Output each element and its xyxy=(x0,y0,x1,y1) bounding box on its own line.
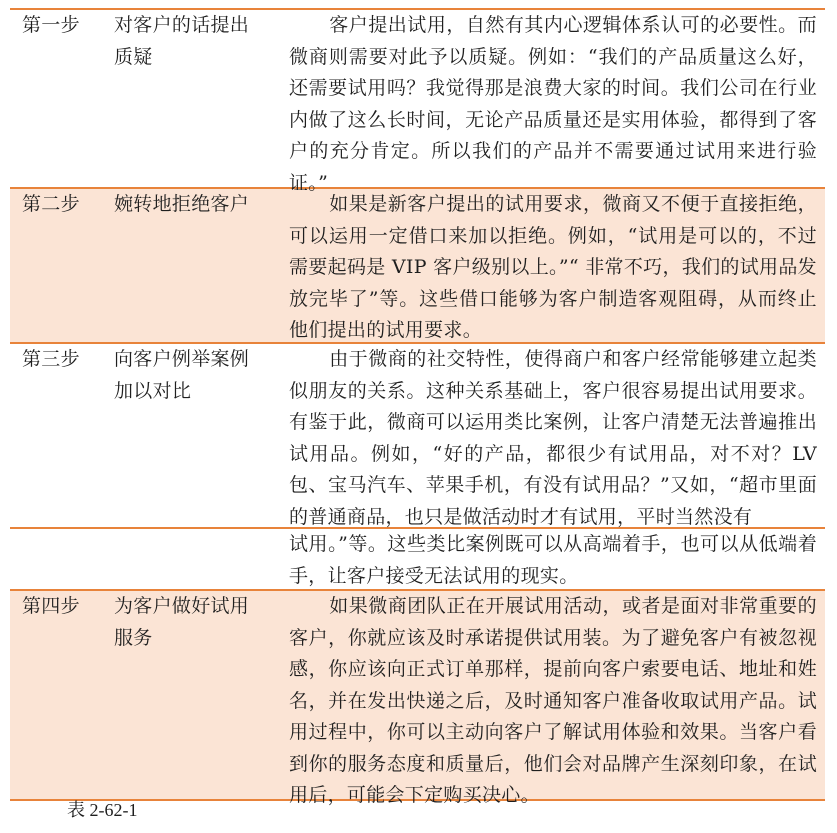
table-row-continuation xyxy=(10,529,825,591)
step-description: 由于微商的社交特性，使得商户和客户经常能够建立起类似朋友的关系。这种关系基础上，客户很容易提出试用要求。有鉴于此，微商可以运用类比案例，让客户清楚无法普遍推出试用品。例如，“好的产品，都很少有试用品，对不对？LV 包、宝马汽车、苹果手机，有没有试用品？”又如，“超市里面的普通商品，也只是做活动时才有试用，平时当然没有 xyxy=(289,348,817,528)
step-action: 为客户做好试用服务 xyxy=(114,595,250,649)
step-label: 第三步 xyxy=(22,348,80,370)
step-description: 客户提出试用，自然有其内心逻辑体系认可的必要性。而微商则需要对此予以质疑。例如：“我们的产品质量这么好，还需要试用吗？我觉得那是浪费大家的时间。我们公司在行业内做了这么长时间，无论产品质量还是实用体验，都得到了客户的充分肯定。所以我们的产品并不需要通过试用来进行验证。” xyxy=(289,14,817,194)
step-description: 如果微商团队正在开展试用活动，或者是面对非常重要的客户，你就应该及时承诺提供试用装。为了避免客户有被忽视感，你应该向正式订单那样，提前向客户索要电话、地址和姓名，并在发出快递之后，及时通知客户准备收取试用产品。试用过程中，你可以主动向客户了解试用体验和效果。当客户看到你的服务态度和质量后，他们会对品牌产生深刻印象，在试用后，可能会下定购买决心。 xyxy=(289,595,817,806)
steps-table xyxy=(10,8,825,806)
step-label: 第四步 xyxy=(22,595,80,617)
step-description: 如果是新客户提出的试用要求，微商又不便于直接拒绝，可以运用一定借口来加以拒绝。例如，“试用是可以的，不过需要起码是 VIP 客户级别以上。”“ 非常不巧，我们的试用品发放完毕了”等。这些借口能够为客户制造客观阻碍，从而终止他们提出的试用要求。 xyxy=(289,193,817,341)
step-action: 婉转地拒绝客户 xyxy=(114,193,250,215)
step-label: 第二步 xyxy=(22,193,80,215)
step-label: 第一步 xyxy=(22,14,80,36)
table-row xyxy=(10,591,825,806)
table-row xyxy=(10,189,825,344)
table-row xyxy=(10,8,825,194)
table-caption: 表 2-62-1 xyxy=(67,800,138,820)
step-action: 向客户例举案例加以对比 xyxy=(114,348,250,402)
step-description-continuation: 试用。”等。这些类比案例既可以从高端着手，也可以从低端着手，让客户接受无法试用的现实。 xyxy=(289,533,817,587)
step-action: 对客户的话提出质疑 xyxy=(114,14,250,68)
table-row xyxy=(10,344,825,529)
